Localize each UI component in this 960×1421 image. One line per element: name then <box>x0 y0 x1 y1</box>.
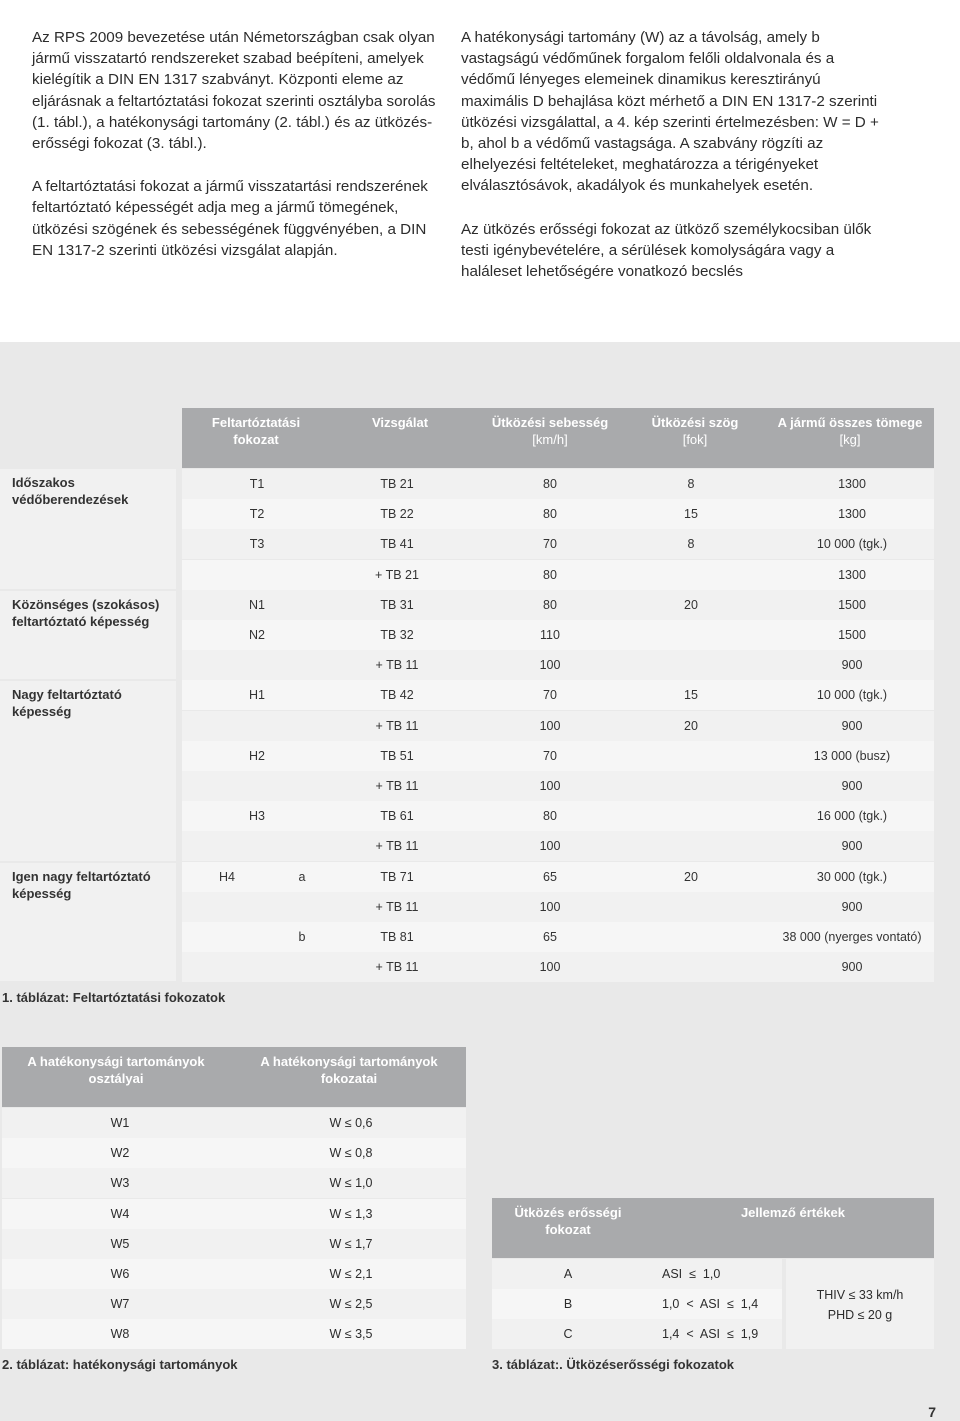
cell-test: TB 71 <box>380 870 414 884</box>
cell-class: W6 <box>110 1267 130 1281</box>
table-caption: 1. táblázat: Feltartóztatási fokozatok <box>2 990 226 1005</box>
cell-test: + TB 21 <box>375 568 419 582</box>
table-row-content <box>182 741 934 771</box>
cell-mass: 13 000 (busz) <box>813 749 891 763</box>
cell-class: W2 <box>110 1146 130 1160</box>
cell-speed: 70 <box>543 688 557 702</box>
cell-level: N1 <box>249 598 265 612</box>
table-row <box>2 1319 466 1349</box>
header-impact-level: Ütközés erősségi fokozat <box>514 1205 622 1237</box>
cell-mass: 900 <box>841 779 863 793</box>
cell-level: H3 <box>249 809 265 823</box>
cell-speed: 70 <box>543 749 557 763</box>
cell-mass: 900 <box>841 719 863 733</box>
group-label: Időszakos védőberendezések <box>12 475 129 507</box>
header-speed: Ütközési sebesség [km/h] <box>491 415 609 447</box>
cell-speed: 110 <box>540 628 560 642</box>
table-row <box>492 1259 782 1289</box>
header-angle: Ütközési szög [fok] <box>651 415 739 447</box>
header-level: Feltartóztatási fokozat <box>211 415 301 447</box>
header-values: Jellemző értékek <box>740 1205 846 1220</box>
group-label: Közönséges (szokásos) feltartóztató képesség <box>12 597 160 629</box>
paragraph: A feltartóztatási fokozat a jármű visszatartási rendszerének feltartóztató képességét adja meg a jármű tömegének, ütközési szögének és sebességének függvényében, a DIN EN 1317-2 szerinti ütközési vizsgálat alapján. <box>32 178 428 259</box>
cell-test: TB 21 <box>380 477 414 491</box>
cell-mass: 1500 <box>838 628 866 642</box>
table-row-content <box>182 771 934 801</box>
cell-level: T2 <box>249 507 265 521</box>
cell-speed: 100 <box>539 779 561 793</box>
cell-asi: 1,4 < ASI ≤ 1,9 <box>662 1327 759 1341</box>
cell-test: + TB 11 <box>375 658 419 672</box>
cell-speed: 70 <box>543 537 557 551</box>
cell-test: TB 81 <box>380 930 414 944</box>
cell-level: T3 <box>249 537 265 551</box>
cell-mass: 16 000 (tgk.) <box>816 809 888 823</box>
table-row <box>2 1259 466 1289</box>
table-row <box>2 1289 466 1319</box>
cell-speed: 80 <box>543 598 557 612</box>
table-row <box>2 1229 466 1259</box>
cell-speed: 80 <box>543 507 557 521</box>
paragraph: A hatékonysági tartomány (W) az a távolság, amely b vastagságú védőműnek forgalom felőli oldalvonala és a védőmű lényeges elemeinek dinamikus keresztirányú maximális D behajlása közt mérhető a DIN EN 1317-2 szerinti ütközési vizsgálattal, a 4. kép szerinti értelmezésben: W = D + b, ahol b a védőmű vastagsága. A szabvány rögzíti az elhelyezési feltételeket, meghatározza a térigényeket elválasztósávok, akadályok és munkahelyek esetén. <box>461 29 879 195</box>
cell-angle: 20 <box>684 598 698 612</box>
text-column-right <box>461 27 881 304</box>
cell-angle: 20 <box>684 870 698 884</box>
table-row <box>2 1108 466 1138</box>
header-class: A hatékonysági tartományok osztályai <box>27 1054 205 1086</box>
table-row-content <box>182 862 934 892</box>
thiv-phd-cell <box>786 1259 934 1349</box>
cell-test: TB 41 <box>380 537 414 551</box>
cell-class: W4 <box>110 1207 130 1221</box>
cell-asi: 1,0 < ASI ≤ 1,4 <box>662 1297 759 1311</box>
table-row-content <box>182 620 934 650</box>
table-row <box>492 1289 782 1319</box>
header-test: Vizsgálat <box>371 415 429 430</box>
thiv-value: THIV ≤ 33 km/h <box>816 1288 904 1302</box>
cell-mass: 1500 <box>838 598 866 612</box>
cell-angle: 15 <box>684 688 698 702</box>
cell-level: H4 <box>219 870 235 884</box>
cell-sublevel: a <box>298 870 306 884</box>
cell-level: N2 <box>249 628 265 642</box>
table-header <box>2 1047 466 1107</box>
cell-grade: W ≤ 0,6 <box>329 1116 373 1130</box>
cell-grade: W ≤ 1,3 <box>329 1207 373 1221</box>
table-row-content <box>182 590 934 620</box>
paragraph: Az RPS 2009 bevezetése után Németországban csak olyan jármű visszatartó rendszereket szabad beépíteni, amelyek kielégítik a DIN EN 1317 szabványt. Központi eleme az eljárásnak a feltartóztatási fokozat szerinti osztályba sorolás (1. tábl.), a hatékonysági tartomány (2. tábl.) és az ütközés-erősségi fokozat (3. tábl.). <box>32 29 436 153</box>
table-row-content <box>182 892 934 922</box>
table-row-content <box>182 831 934 861</box>
text-panel <box>0 0 960 342</box>
cell-level: H2 <box>249 749 265 763</box>
cell-class: W5 <box>110 1237 130 1251</box>
cell-impact-class: A <box>563 1267 573 1281</box>
cell-mass: 1300 <box>838 477 866 491</box>
cell-mass: 10 000 (tgk.) <box>816 688 888 702</box>
paragraph: Az ütközés erősségi fokozat az ütköző személykocsiban ülők testi igénybevételére, a sérülések komolyságára vagy a haláleset lehetőségére vonatkozó becslés <box>461 220 872 281</box>
cell-test: + TB 11 <box>375 839 419 853</box>
table-row <box>2 1199 466 1229</box>
header-grade: A hatékonysági tartományok fokozatai <box>260 1054 438 1086</box>
cell-mass: 10 000 (tgk.) <box>816 537 888 551</box>
cell-class: W8 <box>110 1327 130 1341</box>
cell-test: + TB 11 <box>375 960 419 974</box>
table-row-content <box>182 922 934 952</box>
cell-angle: 8 <box>687 537 695 551</box>
page-number: 7 <box>928 1404 936 1420</box>
cell-grade: W ≤ 2,1 <box>329 1267 373 1281</box>
cell-mass: 30 000 (tgk.) <box>816 870 888 884</box>
group-label: Igen nagy feltartóztató képesség <box>12 869 151 901</box>
table-row-content <box>182 560 934 590</box>
table-row-content <box>182 650 934 680</box>
cell-grade: W ≤ 3,5 <box>329 1327 373 1341</box>
cell-speed: 80 <box>543 477 557 491</box>
table-row-content <box>182 801 934 831</box>
cell-speed: 100 <box>539 900 561 914</box>
cell-sublevel: b <box>298 930 306 944</box>
cell-mass: 900 <box>841 900 863 914</box>
text-column-left <box>32 27 442 283</box>
cell-mass: 1300 <box>838 568 866 582</box>
cell-speed: 80 <box>543 809 557 823</box>
table-caption: 3. táblázat:. Ütközéserősségi fokozatok <box>492 1357 735 1372</box>
table-row-content <box>182 680 934 710</box>
cell-test: TB 61 <box>380 809 414 823</box>
group-label: Nagy feltartóztató képesség <box>12 687 122 719</box>
table-row-content <box>182 952 934 982</box>
cell-speed: 80 <box>543 568 557 582</box>
table-row <box>2 1168 466 1198</box>
cell-speed: 65 <box>543 870 557 884</box>
cell-test: TB 51 <box>380 749 414 763</box>
cell-grade: W ≤ 1,0 <box>329 1176 373 1190</box>
cell-speed: 100 <box>539 719 561 733</box>
table-row-content <box>182 711 934 741</box>
cell-test: TB 22 <box>380 507 414 521</box>
cell-grade: W ≤ 0,8 <box>329 1146 373 1160</box>
cell-mass: 900 <box>841 658 863 672</box>
cell-mass: 38 000 (nyerges vontató) <box>782 930 922 944</box>
cell-test: + TB 11 <box>375 719 419 733</box>
table-row <box>2 1138 466 1168</box>
cell-test: TB 42 <box>380 688 414 702</box>
cell-mass: 900 <box>841 960 863 974</box>
cell-grade: W ≤ 1,7 <box>329 1237 373 1251</box>
cell-class: W3 <box>110 1176 130 1190</box>
cell-mass: 900 <box>841 839 863 853</box>
cell-class: W7 <box>110 1297 130 1311</box>
table-row-content <box>182 529 934 559</box>
cell-angle: 20 <box>684 719 698 733</box>
cell-mass: 1300 <box>838 507 866 521</box>
cell-impact-class: B <box>563 1297 573 1311</box>
table-row <box>492 1319 782 1349</box>
table-row-content <box>182 469 934 499</box>
table-header <box>492 1198 934 1258</box>
cell-speed: 100 <box>539 839 561 853</box>
cell-class: W1 <box>110 1116 130 1130</box>
cell-level: H1 <box>249 688 265 702</box>
cell-speed: 100 <box>539 960 561 974</box>
cell-asi: ASI ≤ 1,0 <box>662 1267 721 1281</box>
header-mass: A jármű összes tömege [kg] <box>777 415 923 447</box>
cell-test: + TB 11 <box>375 900 419 914</box>
cell-angle: 15 <box>684 507 698 521</box>
table-row-content <box>182 499 934 529</box>
cell-angle: 8 <box>687 477 695 491</box>
cell-impact-class: C <box>563 1327 573 1341</box>
table-header <box>182 408 934 468</box>
cell-grade: W ≤ 2,5 <box>329 1297 373 1311</box>
cell-speed: 65 <box>543 930 557 944</box>
cell-test: + TB 11 <box>375 779 419 793</box>
cell-test: TB 32 <box>380 628 414 642</box>
phd-value: PHD ≤ 20 g <box>827 1308 893 1322</box>
cell-level: T1 <box>249 477 265 491</box>
cell-test: TB 31 <box>380 598 414 612</box>
cell-speed: 100 <box>539 658 561 672</box>
table-caption: 2. táblázat: hatékonysági tartományok <box>2 1357 238 1372</box>
